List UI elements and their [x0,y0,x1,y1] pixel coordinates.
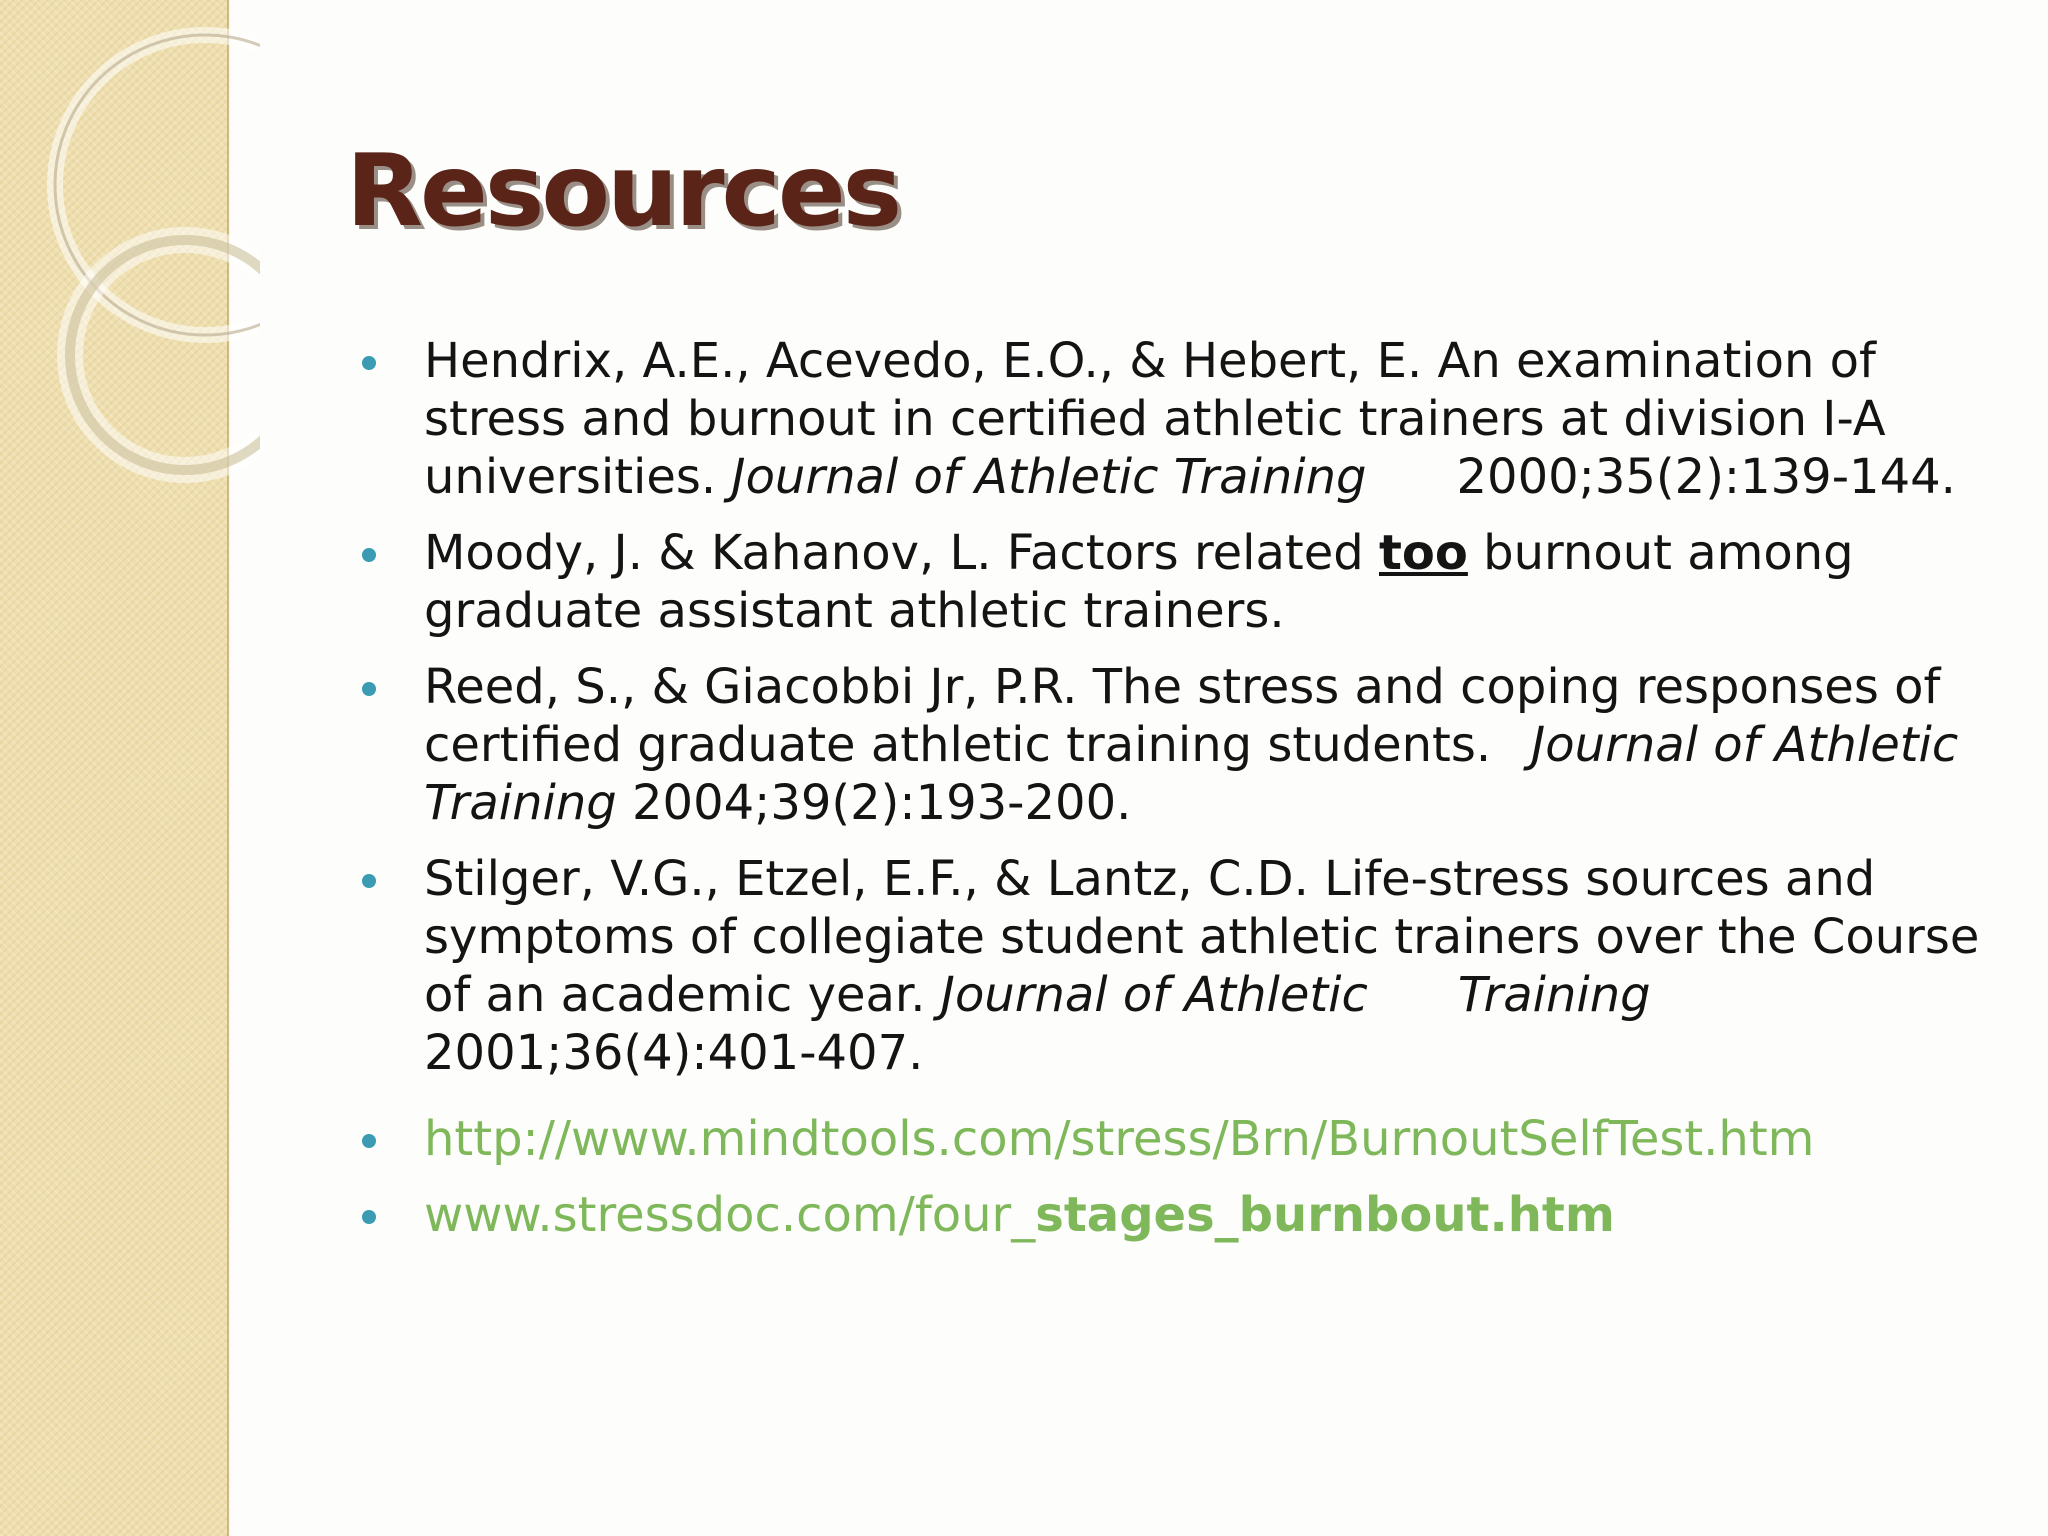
reference-item-stilger [362,850,2002,1082]
bullet-icon [362,548,376,562]
sidebar-shadow-edge [227,0,231,1536]
reference-item-hendrix [362,332,2002,506]
bullet-icon [362,356,376,370]
bullet-icon [362,874,376,888]
journal-name: Journal of Athletic Training [731,449,1367,505]
journal-name: Journal of Athletic [940,967,1368,1023]
stressdoc-link[interactable] [424,1187,1615,1243]
reference-text: Hendrix, A.E., Acevedo, E.O., & Hebert, E. An examination of stress and burnout in certified athletic trainers at division I-A universities. [424,333,1886,505]
mindtools-link[interactable]: http://www.mindtools.com/stress/Brn/BurnoutSelfTest.htm [424,1111,1815,1167]
link-text-prefix: www.stressdoc.com/four_ [424,1187,1036,1243]
citation-details: 2004;39(2):193-200. [616,775,1132,831]
slide-title: Resources [346,132,900,249]
link-text-bold: stages_burnbout.htm [1035,1187,1615,1243]
emphasized-word: too [1378,525,1468,581]
reference-text: Reed, S., & Giacobbi Jr, P.R. The stress and coping responses of certified graduate athletic training students. [424,659,1941,773]
citation-details: 2001;36(4):401-407. [424,1025,924,1081]
reference-text: Moody, J. & Kahanov, L. Factors related [424,525,1379,581]
decorative-sidebar [0,0,229,1536]
bullet-icon [362,682,376,696]
reference-text: Stilger, V.G., Etzel, E.F., & Lantz, C.D. Life-stress sources and symptoms of collegiate student athletic trainers over the Course of an academic year. [424,851,1980,1023]
journal-name: Journal of Athletic Training [424,717,1959,831]
reference-text-continued: burnout among graduate assistant athletic trainers. [424,525,1854,639]
reference-item-reed [362,658,2002,832]
bullet-icon [362,1134,376,1148]
reference-item-moody [362,524,2002,640]
citation-details: 2000;35(2):139-144. [1456,449,1956,505]
journal-name-continued: Training [1457,967,1651,1023]
link-item-mindtools [362,1110,2002,1168]
reference-list [362,332,2002,1244]
bullet-icon [362,1210,376,1224]
link-item-stressdoc [362,1186,2002,1244]
